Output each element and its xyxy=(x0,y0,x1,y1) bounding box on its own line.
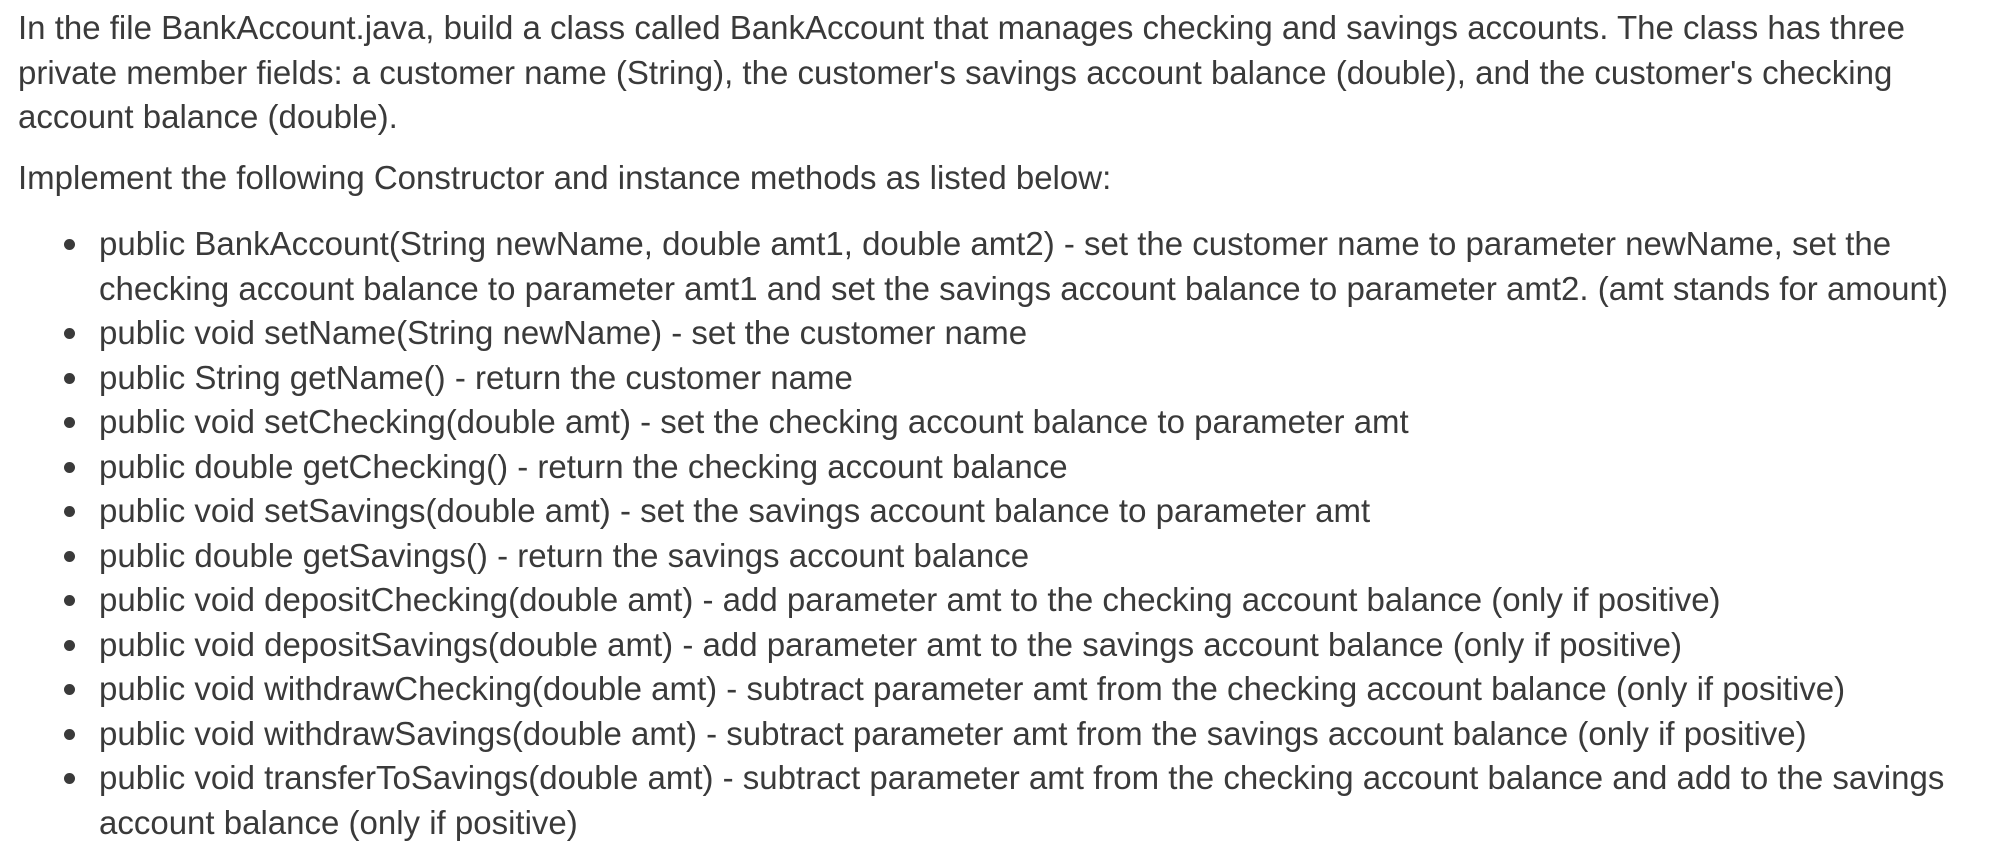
bullet-icon xyxy=(64,729,75,740)
list-item xyxy=(99,445,1978,490)
assignment-description xyxy=(18,0,1978,845)
method-description: public String getName() - return the customer name xyxy=(99,358,853,396)
bullet-icon xyxy=(64,684,75,695)
bullet-icon xyxy=(64,551,75,562)
method-description: public void setSavings(double amt) - set the savings account balance to parameter amt xyxy=(99,492,1371,529)
bullet-icon xyxy=(64,462,75,473)
list-item xyxy=(99,534,1978,579)
method-description: public void depositSavings(double amt) - add parameter amt to the savings account balance (only if positive) xyxy=(99,625,1683,663)
intro-paragraph: In the file BankAccount.java, build a class called BankAccount that manages checking and savings accounts. The class has three private member fields: a customer name (String), the customer's savings account balance (double), and the customer's checking account balance (double). xyxy=(18,9,1905,135)
method-description: public double getChecking() - return the checking account balance xyxy=(99,447,1068,485)
bullet-icon xyxy=(64,373,75,384)
method-description: public void setName(String newName) - set the customer name xyxy=(99,314,1028,351)
list-item xyxy=(99,756,1978,845)
bullet-icon xyxy=(64,773,75,784)
method-description: public void transferToSavings(double amt) - subtract parameter amt from the checking account balance and add to the savings account balance (only if positive) xyxy=(99,759,1945,841)
bullet-icon xyxy=(64,328,75,339)
method-description: public void withdrawChecking(double amt) - subtract parameter amt from the checking account balance (only if positive) xyxy=(99,670,1846,707)
method-description: public void setChecking(double amt) - set the checking account balance to parameter amt xyxy=(99,403,1409,440)
method-description: public double getSavings() - return the savings account balance xyxy=(99,536,1030,574)
method-description: public void withdrawSavings(double amt) - subtract parameter amt from the savings account balance (only if positive) xyxy=(99,714,1807,752)
bullet-icon xyxy=(64,595,75,606)
list-item xyxy=(99,623,1978,668)
method-description: public void depositChecking(double amt) - add parameter amt to the checking account balance (only if positive) xyxy=(99,581,1721,618)
list-item xyxy=(99,712,1978,757)
list-item xyxy=(99,489,1978,534)
list-item xyxy=(99,400,1978,445)
method-list xyxy=(18,222,1978,845)
bullet-icon xyxy=(64,417,75,428)
method-description: public BankAccount(String newName, double amt1, double amt2) - set the customer name to parameter newName, set the checking account balance to parameter amt1 and set the savings account balance to parameter amt2. (amt stands for amount) xyxy=(99,225,1949,307)
list-item xyxy=(99,667,1978,712)
list-item xyxy=(99,311,1978,356)
bullet-icon xyxy=(64,640,75,651)
instruction-paragraph: Implement the following Constructor and instance methods as listed below: xyxy=(18,158,1112,196)
list-item xyxy=(99,356,1978,401)
bullet-icon xyxy=(64,506,75,517)
list-item xyxy=(99,578,1978,623)
list-item xyxy=(99,222,1978,311)
bullet-icon xyxy=(64,239,75,250)
